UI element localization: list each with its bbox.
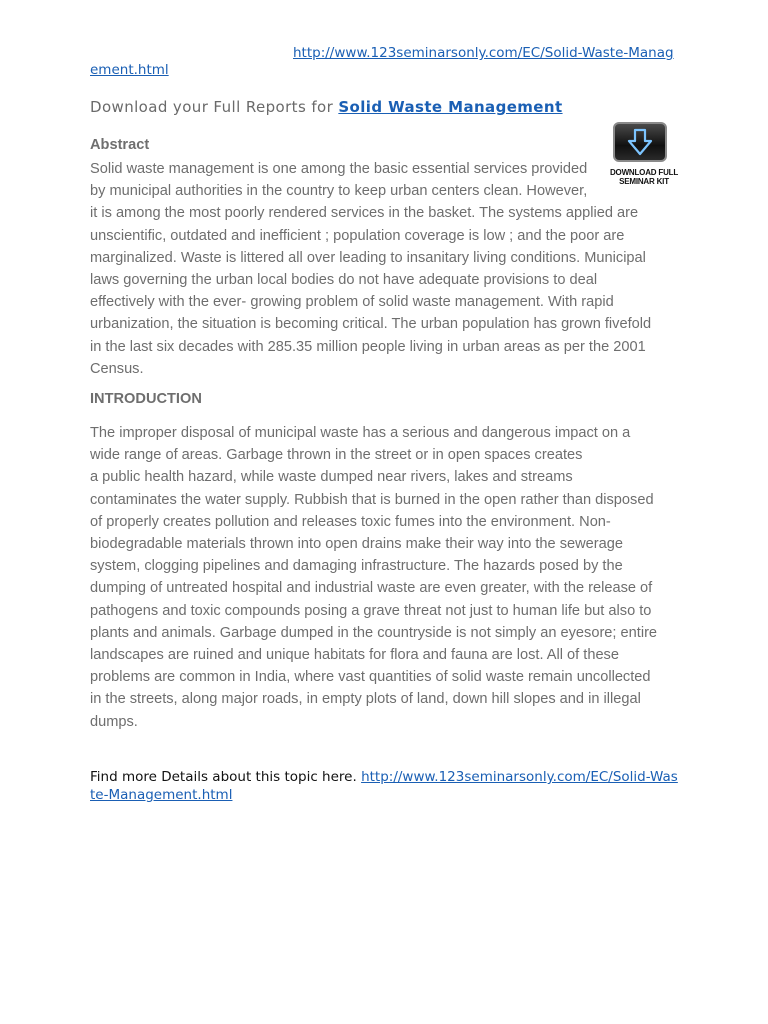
introduction-line: biodegradable materials thrown into open drains make their way into the sewerage [90,536,623,553]
introduction-line: problems are common in India, where vast quantities of solid waste remain uncollected [90,669,651,686]
abstract-line: by municipal authorities in the country to keep urban centers clean. However, [90,183,588,200]
introduction-line: of properly creates pollution and releases toxic fumes into the environment. Non- [90,513,611,530]
top-url-paragraph [90,45,680,79]
introduction-line: plants and animals. Garbage dumped in the countryside is not simply an eyesore; entire [90,624,658,641]
introduction-line: dumps. [90,713,138,730]
abstract-line: in the last six decades with 285.35 million people living in urban areas as per the 2001 [90,338,646,355]
introduction-line: dumping of untreated hospital and industrial waste are even greater, with the release of [90,580,653,597]
top-url-link[interactable]: http://www.123seminarsonly.com/EC/Solid-Waste-Management.html [90,45,674,78]
footer-prefix: Find more Details about this topic here. [90,769,362,785]
introduction-text [90,422,680,733]
footer-url-link[interactable]: http://www.123seminarsonly.com/EC/Solid-Waste-Management.html [90,769,678,803]
abstract-line: Census. [90,360,144,377]
abstract-title: Abstract [90,137,150,153]
download-heading [90,98,563,116]
abstract-line: marginalized. Waste is littered all over leading to insanitary living conditions. Municipal [90,249,646,266]
abstract-line: effectively with the ever- growing problem of solid waste management. With rapid [90,294,614,311]
abstract-line: urbanization, the situation is becoming critical. The urban population has grown fivefold [90,316,652,333]
abstract-text [90,158,680,380]
introduction-line: landscapes are ruined and unique habitats for flora and fauna are lost. All of these [90,647,619,664]
footer-paragraph [90,768,680,804]
introduction-title: INTRODUCTION [90,391,202,407]
introduction-line: a public health hazard, while waste dumped near rivers, lakes and streams [90,469,573,486]
introduction-line: wide range of areas. Garbage thrown in the street or in open spaces creates [90,447,583,464]
abstract-line: unscientific, outdated and inefficient ; population coverage is low ; and the poor are [90,227,625,244]
abstract-line: laws governing the urban local bodies do not have adequate provisions to deal [90,272,598,289]
download-kit-label-line2: SEMINAR KIT [619,177,669,186]
download-heading-prefix: Download your Full Reports for [90,98,339,116]
abstract-line: Solid waste management is one among the basic essential services provided [90,161,588,177]
introduction-line: contaminates the water supply. Rubbish that is burned in the open rather than disposed [90,491,654,508]
abstract-line: it is among the most poorly rendered services in the basket. The systems applied are [90,205,639,222]
introduction-line: in the streets, along major roads, in empty plots of land, down hill slopes and in illegal [90,691,641,708]
download-kit-label-line1: DOWNLOAD FULL [609,168,679,177]
introduction-line: The improper disposal of municipal waste has a serious and dangerous impact on a [90,425,631,441]
introduction-line: system, clogging pipelines and damaging infrastructure. The hazards posed by the [90,558,623,575]
solid-waste-management-link[interactable]: Solid Waste Management [338,98,563,116]
introduction-line: pathogens and toxic compounds posing a grave threat not just to human life but also to [90,602,652,619]
download-arrow-icon [613,122,667,162]
